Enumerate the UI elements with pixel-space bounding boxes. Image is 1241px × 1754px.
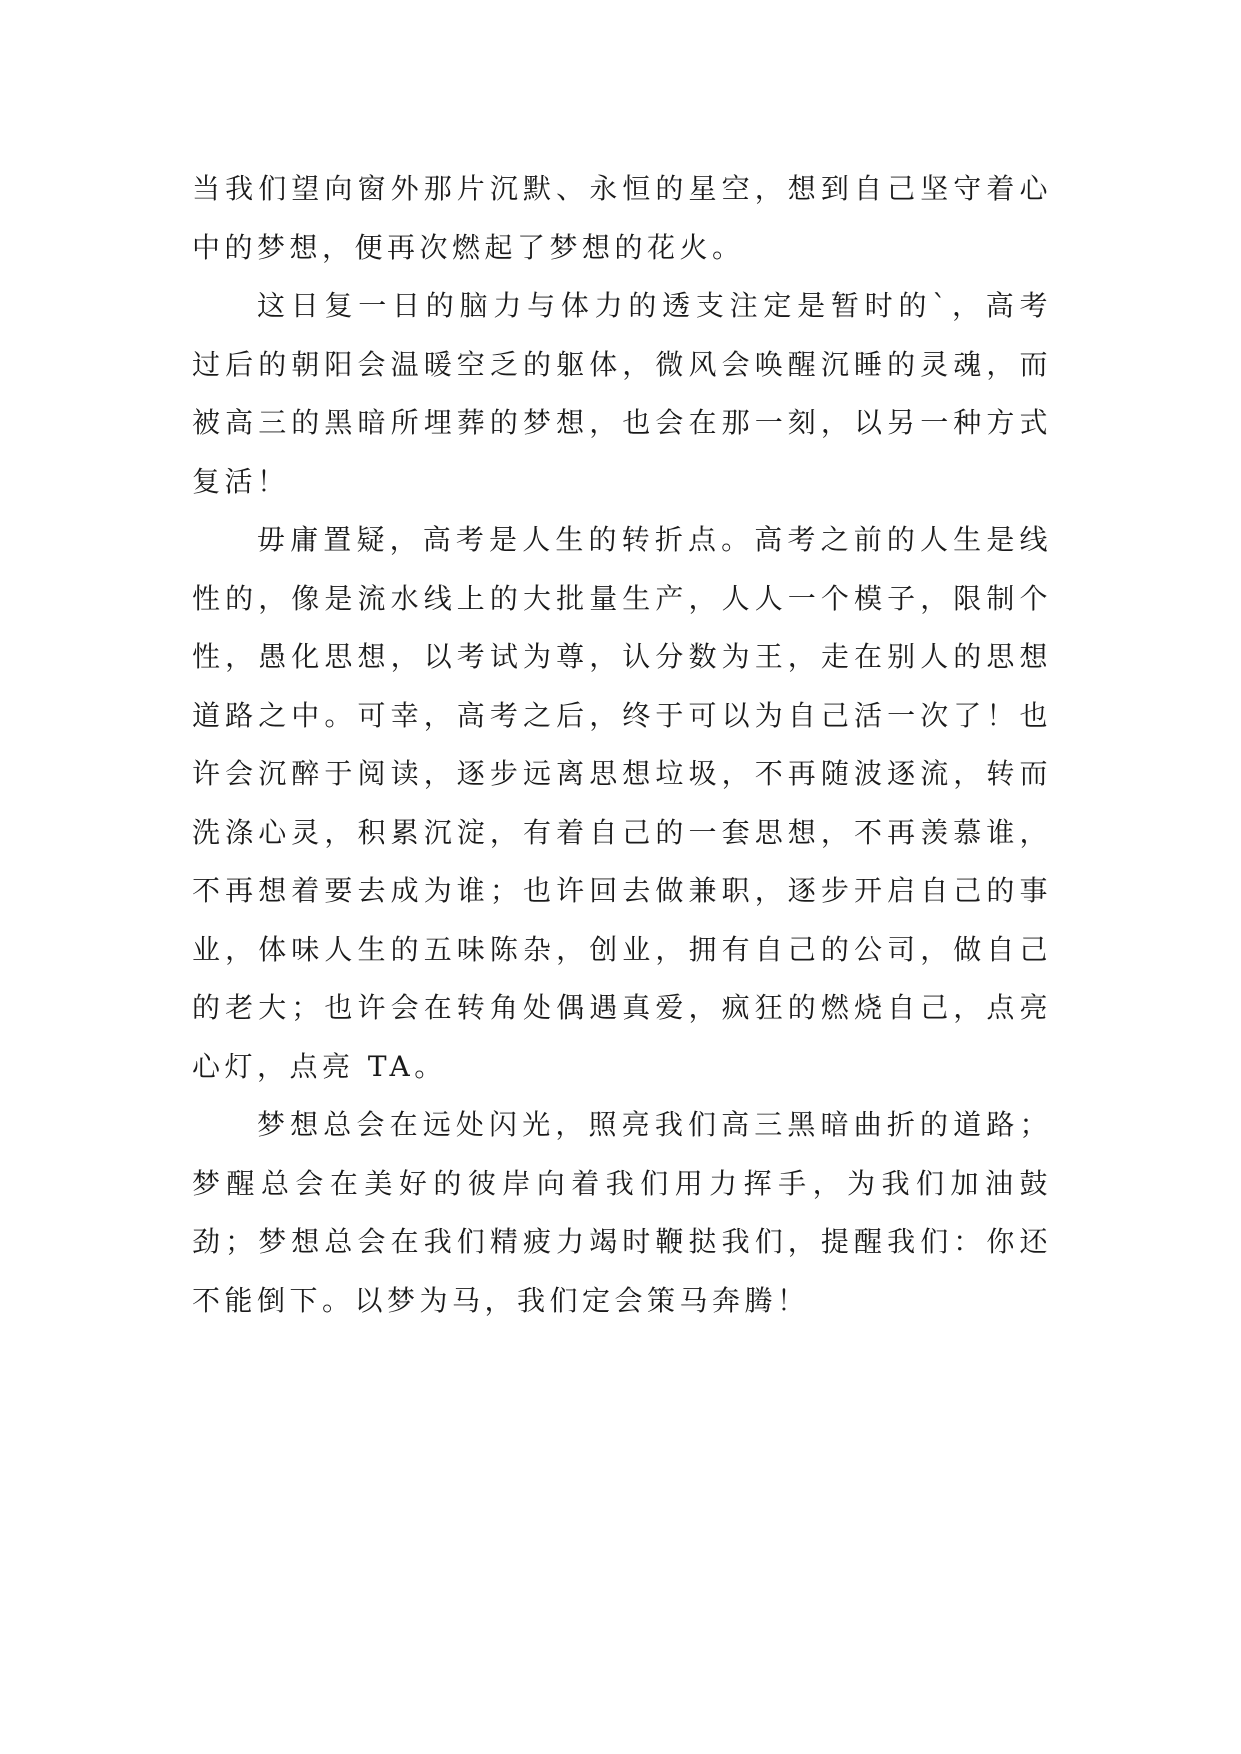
paragraph-1: 当我们望向窗外那片沉默、永恒的星空，想到自己坚守着心中的梦想，便再次燃起了梦想的花火。 <box>192 172 1052 264</box>
paragraph-3: 毋庸置疑，高考是人生的转折点。高考之前的人生是线性的，像是流水线上的大批量生产，人人一个模子，限制个性，愚化思想，以考试为尊，认分数为王，走在别人的思想道路之中。可幸，高考之后，终于可以为自己活一次了！也许会沉醉于阅读，逐步远离思想垃圾，不再随波逐流，转而洗涤心灵，积累沉淀，有着自己的一套思想，不再羡慕谁，不再想着要去成为谁；也许回去做兼职，逐步开启自己的事业，体味人生的五味陈杂，创业，拥有自己的公司，做自己的老大；也许会在转角处偶遇真爱，疯狂的燃烧自己，点亮心灯，点亮 TA。 <box>192 523 1052 1083</box>
document-body <box>192 160 1052 1330</box>
paragraph-2: 这日复一日的脑力与体力的透支注定是暂时的`，高考过后的朝阳会温暖空乏的躯体，微风会唤醒沉睡的灵魂，而被高三的黑暗所埋葬的梦想，也会在那一刻，以另一种方式复活！ <box>192 289 1052 498</box>
paragraph-4: 梦想总会在远处闪光，照亮我们高三黑暗曲折的道路；梦醒总会在美好的彼岸向着我们用力挥手，为我们加油鼓劲；梦想总会在我们精疲力竭时鞭挞我们，提醒我们：你还不能倒下。以梦为马，我们定会策马奔腾！ <box>192 1108 1052 1317</box>
